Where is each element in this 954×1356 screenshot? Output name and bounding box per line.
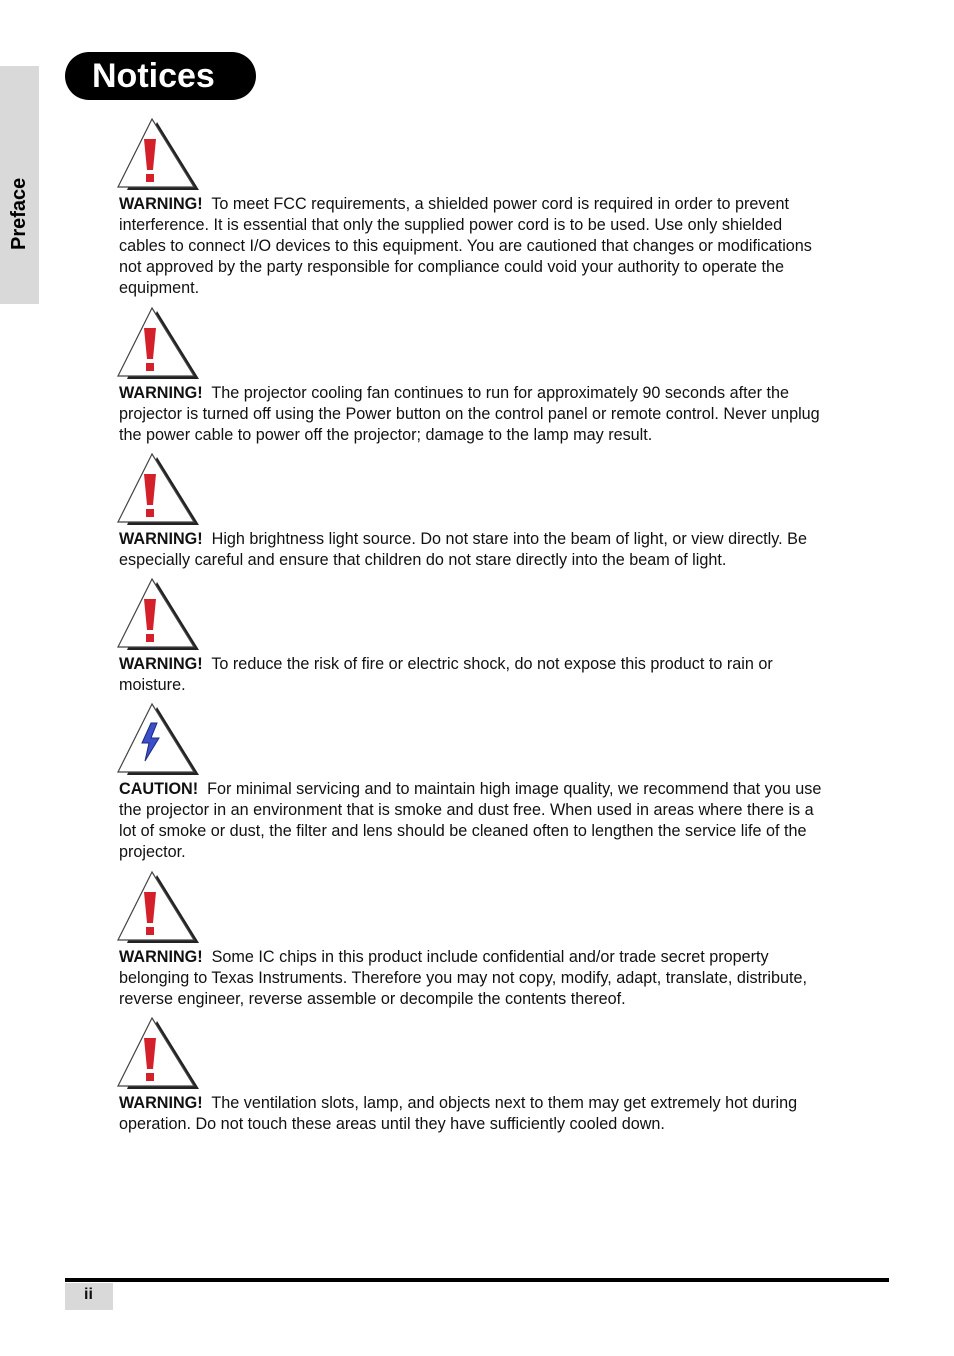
notice-label: WARNING!: [119, 948, 203, 966]
notice-label: WARNING!: [119, 655, 203, 673]
notice-1: [119, 118, 824, 299]
warning-exclamation-icon: [115, 1017, 205, 1091]
footer-divider: [65, 1278, 889, 1282]
warning-exclamation-icon: [115, 118, 205, 192]
notice-text: The projector cooling fan continues to run for approximately 90 seconds after the projector is turned off using the Power button on the control panel or remote control. Never unplug the power cable to power off the projector; damage to the lamp may result.: [119, 384, 820, 444]
notice-text: The ventilation slots, lamp, and objects next to them may get extremely hot during operation. Do not touch these areas until they have sufficiently cooled down.: [119, 1094, 798, 1133]
notice-text: To reduce the risk of fire or electric shock, do not expose this product to rain or moisture.: [119, 655, 773, 694]
notice-text: High brightness light source. Do not stare into the beam of light, or view directly. Be especially careful and ensure that children do not stare directly into the beam of light.: [119, 530, 807, 569]
notice-label: WARNING!: [119, 384, 203, 402]
warning-exclamation-icon: [115, 578, 205, 652]
notice-6: [119, 871, 824, 1010]
notice-label: WARNING!: [119, 530, 203, 548]
page-title-pill: [65, 52, 256, 100]
warning-exclamation-icon: [115, 307, 205, 381]
notice-7: [119, 1017, 824, 1135]
notice-5: [119, 703, 824, 863]
page-number-box: [65, 1283, 113, 1310]
notice-text: For minimal servicing and to maintain high image quality, we recommend that you use the projector in an environment that is smoke and dust free. When used in areas where there is a lot of smoke or dust, the filter and lens should be cleaned often to lengthen the service life of the projector.: [119, 780, 822, 861]
notice-label: WARNING!: [119, 195, 203, 213]
page-number: ii: [84, 1286, 93, 1303]
notice-label: CAUTION!: [119, 780, 199, 798]
side-tab: [0, 66, 39, 304]
notice-text: To meet FCC requirements, a shielded power cord is required in order to prevent interference. It is essential that only the supplied power cord is to be used. Use only shielded cables to connect I/O devices to this equipment. You are cautioned that changes or modifications not approved by the party responsible for compliance could void your authority to operate the equipment.: [119, 195, 812, 297]
warning-exclamation-icon: [115, 871, 205, 945]
page-title: Notices: [92, 57, 215, 95]
warning-exclamation-icon: [115, 453, 205, 527]
notice-text: Some IC chips in this product include confidential and/or trade secret property belonging to Texas Instruments. Therefore you may not copy, modify, adapt, translate, distribute, reverse engineer, reverse assemble or decompile the contents thereof.: [119, 948, 808, 1008]
notice-3: [119, 453, 824, 571]
side-tab-label: Preface: [8, 177, 30, 250]
caution-lightning-icon: [115, 703, 205, 777]
notice-label: WARNING!: [119, 1094, 203, 1112]
notice-4: [119, 578, 824, 696]
notice-2: [119, 307, 824, 446]
